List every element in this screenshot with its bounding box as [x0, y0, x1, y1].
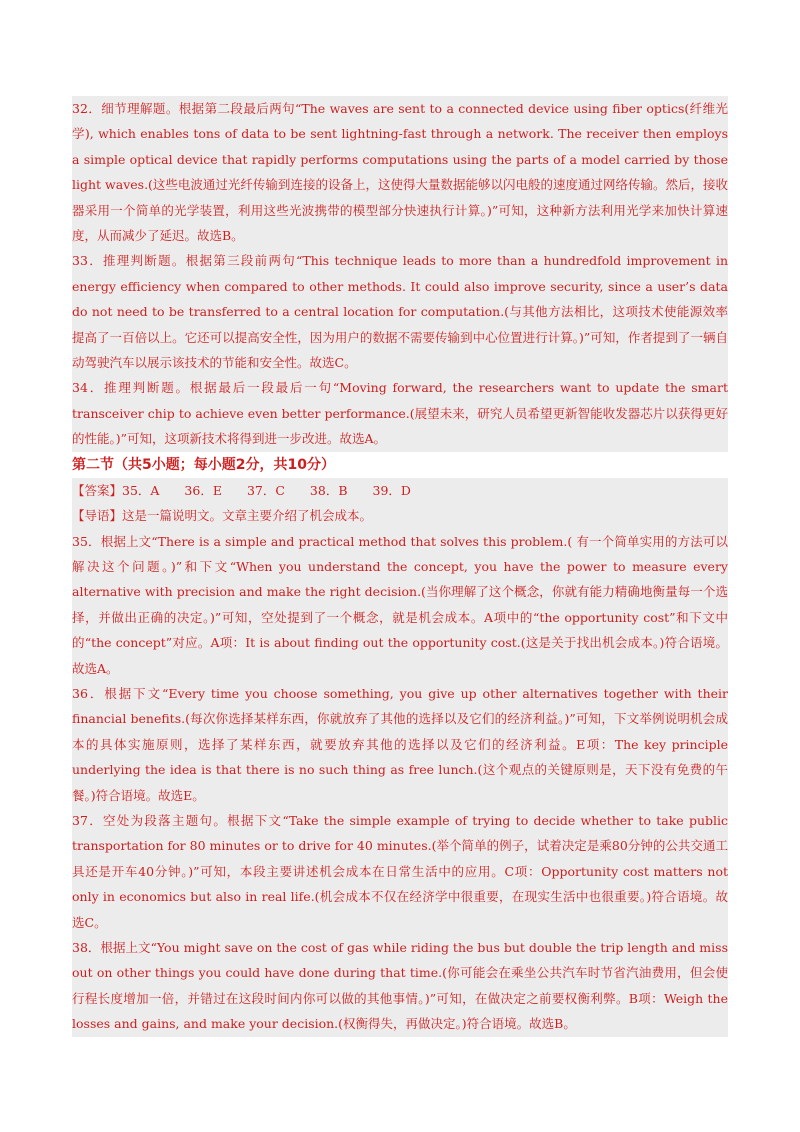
explanation-q35: 35．根据上文“There is a simple and practical method that solves this problem.( 有一个简单实用的方法可以解决这个问题。)”和下文“When you understand the concept, you have the power to measure every alternative with precision and make the right decision.(当你理解了这个概念，你就有能力精确地衡量每一个选择，并做出正确的决定。)”可知，空处提到了一个概念，就是机会成本。A项中的“the opportunity cost”和下文中的“the concept”对应。A项：It is about finding out the opportunity cost.(这是关于找出机会成本。)符合语境。故选A。 — [72, 533, 728, 676]
answer-content — [72, 96, 728, 1037]
section-1-explanations — [72, 96, 728, 452]
explanation-q38: 38．根据上文“You might save on the cost of gas while riding the bus but double the trip length and miss out on other things you could have done during that time.(你可能会在乘坐公共汽车时节省汽油费用，但会使行程长度增加一倍，并错过在这段时间内你可以做的其他事情。)”可知，在做决定之前要权衡利弊。B项：Weigh the losses and gains, and make your decision.(权衡得失，再做决定。)符合语境。故选B。 — [72, 940, 728, 1032]
answer-key: 【答案】35．A 36．E 37．C 38．B 39．D — [72, 482, 411, 498]
section-2-explanations — [72, 478, 728, 1037]
explanation-q37: 37．空处为段落主题句。根据下文“Take the simple example of trying to decide whether to take public transportation for 80 minutes or to drive for 40 minutes.(举个简单的例子，试着决定是乘80分钟的公共交通工具还是开车40分钟。)”可知，本段主要讲述机会成本在日常生活中的应用。C项：Opportunity cost matters not only in economics but also in real life.(机会成本不仅在经济学中很重要，在现实生活中也很重要。)符合语境。故选C。 — [72, 812, 728, 930]
explanation-q32: 32．细节理解题。根据第二段最后两句“The waves are sent to a connected device using fiber optics(纤维光学), which enables tons of data to be sent lightning-fast through a network. The receiver then employs a simple optical device that rapidly performs computations using the parts of a model carried by those light waves.(这些电波通过光纤传输到连接的设备上，这使得大量数据能够以闪电般的速度通过网络传输。然后，接收器采用一个简单的光学装置，利用这些光波携带的模型部分快速执行计算。)”可知，这种新方法利用光学来加快计算速度，从而减少了延迟。故选B。 — [72, 101, 728, 244]
guide-text: 【导语】这是一篇说明文。文章主要介绍了机会成本。 — [72, 508, 373, 524]
explanation-q36: 36．根据下文“Every time you choose something, you give up other alternatives together with their financial benefits.(每次你选择某样东西，你就放弃了其他的选择以及它们的经济利益。)”可知，下文举例说明机会成本的具体实施原则，选择了某样东西，就要放弃其他的选择以及它们的经济利益。E项：The key principle underlying the idea is that there is no such thing as free lunch.(这个观点的关键原则是，天下没有免费的午餐。)符合语境。故选E。 — [72, 685, 728, 803]
explanation-q34: 34．推理判断题。根据最后一段最后一句“Moving forward, the researchers want to update the smart transceiver chip to achieve even better performance.(展望未来，研究人员希望更新智能收发器芯片以获得更好的性能。)”可知，这项新技术将得到进一步改进。故选A。 — [72, 380, 728, 447]
explanation-q33: 33．推理判断题。根据第三段前两句“This technique leads to more than a hundredfold improvement in energy efficiency when compared to other methods. It could also improve security, since a user’s data do not need to be transferred to a central location for computation.(与其他方法相比，这项技术使能源效率提高了一百倍以上。它还可以提高安全性，因为用户的数据不需要传输到中心位置进行计算。)”可知，作者提到了一辆自动驾驶汽车以展示该技术的节能和安全性。故选C。 — [72, 253, 728, 371]
section-2-title: 第二节（共5小题；每小题2分，共10分） — [72, 452, 728, 478]
